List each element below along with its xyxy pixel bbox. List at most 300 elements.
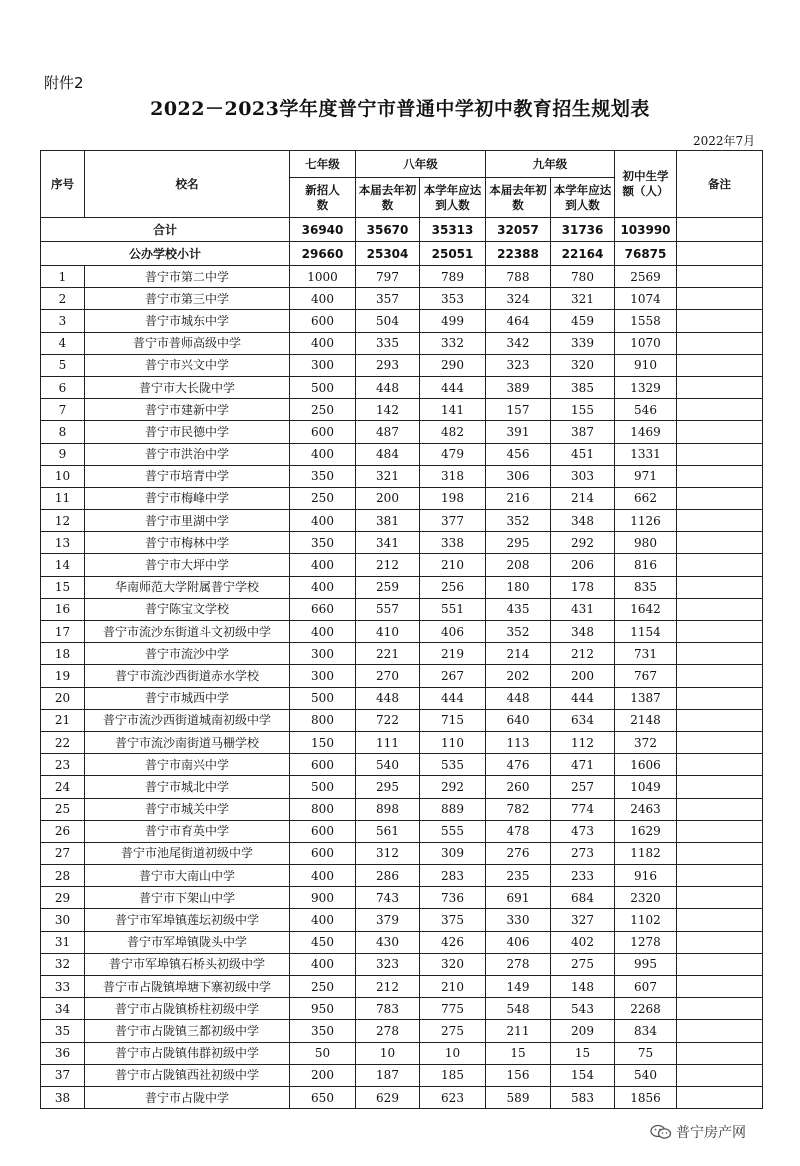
cell-g8b: 256 — [420, 576, 486, 598]
cell-total: 1102 — [615, 909, 677, 931]
cell-g9b: 321 — [551, 288, 615, 310]
cell-no: 33 — [41, 976, 85, 998]
cell-no: 15 — [41, 576, 85, 598]
cell-g8b: 479 — [420, 443, 486, 465]
cell-remark — [677, 354, 763, 376]
cell-remark — [677, 487, 763, 509]
cell-remark — [677, 842, 763, 864]
public-subtotal-cell: 25051 — [420, 242, 486, 266]
document-date: 2022年7月 — [693, 134, 756, 148]
cell-g9b: 275 — [551, 953, 615, 975]
cell-g8b: 309 — [420, 842, 486, 864]
header-grade8: 八年级 — [356, 151, 486, 178]
cell-g9a: 216 — [486, 487, 551, 509]
cell-name: 普宁市占陇镇埠塘下寨初级中学 — [85, 976, 290, 998]
cell-total: 372 — [615, 731, 677, 753]
table-row — [41, 332, 763, 354]
cell-name: 普宁市建新中学 — [85, 399, 290, 421]
total-remark — [677, 218, 763, 242]
enrollment-plan-table — [40, 150, 763, 1109]
cell-name: 普宁市育英中学 — [85, 820, 290, 842]
header-g7-new: 新招人数 — [290, 178, 356, 218]
cell-no: 34 — [41, 998, 85, 1020]
cell-g9a: 202 — [486, 665, 551, 687]
cell-g7: 500 — [290, 376, 356, 398]
cell-remark — [677, 665, 763, 687]
cell-g7: 250 — [290, 399, 356, 421]
cell-name: 普宁市第三中学 — [85, 288, 290, 310]
cell-g9b: 257 — [551, 776, 615, 798]
cell-total: 980 — [615, 532, 677, 554]
cell-g8a: 487 — [356, 421, 420, 443]
cell-g8a: 200 — [356, 487, 420, 509]
cell-g8a: 341 — [356, 532, 420, 554]
cell-remark — [677, 621, 763, 643]
cell-g9a: 157 — [486, 399, 551, 421]
cell-total: 75 — [615, 1042, 677, 1064]
cell-no: 31 — [41, 931, 85, 953]
cell-remark — [677, 887, 763, 909]
cell-no: 24 — [41, 776, 85, 798]
total-cell: 36940 — [290, 218, 356, 242]
cell-g8b: 444 — [420, 376, 486, 398]
cell-g9a: 306 — [486, 465, 551, 487]
cell-g9b: 431 — [551, 598, 615, 620]
cell-g8a: 381 — [356, 510, 420, 532]
cell-g8a: 357 — [356, 288, 420, 310]
cell-remark — [677, 953, 763, 975]
cell-g8a: 278 — [356, 1020, 420, 1042]
cell-g8b: 406 — [420, 621, 486, 643]
cell-g8b: 338 — [420, 532, 486, 554]
cell-g9b: 459 — [551, 310, 615, 332]
table-row — [41, 1020, 763, 1042]
cell-g9a: 478 — [486, 820, 551, 842]
cell-no: 38 — [41, 1086, 85, 1108]
cell-g8a: 379 — [356, 909, 420, 931]
cell-g9b: 15 — [551, 1042, 615, 1064]
header-grade7: 七年级 — [290, 151, 356, 178]
cell-remark — [677, 532, 763, 554]
table-row — [41, 532, 763, 554]
total-row — [41, 218, 763, 242]
cell-g8a: 270 — [356, 665, 420, 687]
cell-total: 546 — [615, 399, 677, 421]
cell-g9a: 15 — [486, 1042, 551, 1064]
public-subtotal-cell: 76875 — [615, 242, 677, 266]
cell-g9a: 435 — [486, 598, 551, 620]
cell-total: 1278 — [615, 931, 677, 953]
cell-g8b: 283 — [420, 865, 486, 887]
cell-total: 1558 — [615, 310, 677, 332]
cell-g8b: 623 — [420, 1086, 486, 1108]
cell-name: 普宁市城关中学 — [85, 798, 290, 820]
public-subtotal-cell: 25304 — [356, 242, 420, 266]
cell-g9b: 583 — [551, 1086, 615, 1108]
cell-name: 普宁市民德中学 — [85, 421, 290, 443]
cell-remark — [677, 709, 763, 731]
cell-name: 普宁市流沙中学 — [85, 643, 290, 665]
header-g9-now: 本学年应达到人数 — [551, 178, 615, 218]
cell-g8b: 551 — [420, 598, 486, 620]
cell-name: 普宁市占陇镇伟群初级中学 — [85, 1042, 290, 1064]
cell-remark — [677, 643, 763, 665]
cell-g9b: 402 — [551, 931, 615, 953]
header-remark: 备注 — [677, 151, 763, 218]
cell-g8b: 555 — [420, 820, 486, 842]
cell-no: 16 — [41, 598, 85, 620]
cell-remark — [677, 399, 763, 421]
cell-g7: 350 — [290, 465, 356, 487]
cell-g9a: 208 — [486, 554, 551, 576]
cell-total: 1154 — [615, 621, 677, 643]
cell-no: 35 — [41, 1020, 85, 1042]
cell-g9b: 155 — [551, 399, 615, 421]
cell-g9b: 387 — [551, 421, 615, 443]
watermark — [650, 1122, 746, 1142]
cell-name: 普宁市军埠镇陇头中学 — [85, 931, 290, 953]
cell-g8b: 267 — [420, 665, 486, 687]
cell-g8a: 295 — [356, 776, 420, 798]
table-row — [41, 399, 763, 421]
public-subtotal-label: 公办学校小计 — [41, 242, 290, 266]
cell-total: 995 — [615, 953, 677, 975]
cell-total: 1070 — [615, 332, 677, 354]
cell-name: 普宁市大长陇中学 — [85, 376, 290, 398]
cell-total: 1126 — [615, 510, 677, 532]
cell-g8b: 290 — [420, 354, 486, 376]
cell-remark — [677, 1086, 763, 1108]
cell-g8b: 775 — [420, 998, 486, 1020]
cell-g8b: 535 — [420, 754, 486, 776]
cell-total: 1642 — [615, 598, 677, 620]
table-row — [41, 288, 763, 310]
watermark-text: 普宁房产网 — [676, 1125, 746, 1141]
cell-g7: 300 — [290, 665, 356, 687]
cell-g9a: 235 — [486, 865, 551, 887]
cell-g9a: 276 — [486, 842, 551, 864]
table-row — [41, 354, 763, 376]
cell-total: 540 — [615, 1064, 677, 1086]
cell-g9b: 780 — [551, 266, 615, 288]
cell-no: 29 — [41, 887, 85, 909]
header-g9-last: 本届去年初数 — [486, 178, 551, 218]
cell-g7: 400 — [290, 554, 356, 576]
public-subtotal-remark — [677, 242, 763, 266]
cell-g9b: 303 — [551, 465, 615, 487]
cell-total: 2148 — [615, 709, 677, 731]
cell-no: 3 — [41, 310, 85, 332]
cell-g8a: 743 — [356, 887, 420, 909]
cell-g9b: 292 — [551, 532, 615, 554]
cell-total: 2320 — [615, 887, 677, 909]
cell-g9b: 273 — [551, 842, 615, 864]
cell-no: 14 — [41, 554, 85, 576]
cell-g9a: 391 — [486, 421, 551, 443]
cell-total: 971 — [615, 465, 677, 487]
cell-g9a: 342 — [486, 332, 551, 354]
cell-name: 华南师范大学附属普宁学校 — [85, 576, 290, 598]
cell-g9b: 634 — [551, 709, 615, 731]
cell-no: 18 — [41, 643, 85, 665]
cell-g8b: 275 — [420, 1020, 486, 1042]
cell-remark — [677, 332, 763, 354]
cell-remark — [677, 798, 763, 820]
header-seq: 序号 — [41, 151, 85, 218]
cell-remark — [677, 510, 763, 532]
cell-g8b: 110 — [420, 731, 486, 753]
cell-g9b: 471 — [551, 754, 615, 776]
cell-g9a: 456 — [486, 443, 551, 465]
cell-g9b: 339 — [551, 332, 615, 354]
cell-g8b: 219 — [420, 643, 486, 665]
cell-g8b: 789 — [420, 266, 486, 288]
cell-remark — [677, 731, 763, 753]
cell-remark — [677, 976, 763, 998]
cell-g8b: 210 — [420, 554, 486, 576]
cell-no: 5 — [41, 354, 85, 376]
cell-g7: 400 — [290, 909, 356, 931]
table-row — [41, 953, 763, 975]
cell-g9a: 476 — [486, 754, 551, 776]
cell-remark — [677, 909, 763, 931]
cell-g7: 800 — [290, 709, 356, 731]
cell-g9a: 330 — [486, 909, 551, 931]
cell-remark — [677, 1064, 763, 1086]
cell-g9a: 782 — [486, 798, 551, 820]
cell-name: 普宁市占陇镇三都初级中学 — [85, 1020, 290, 1042]
cell-name: 普宁市占陇中学 — [85, 1086, 290, 1108]
cell-g9b: 320 — [551, 354, 615, 376]
cell-total: 731 — [615, 643, 677, 665]
cell-g9a: 149 — [486, 976, 551, 998]
cell-g9b: 327 — [551, 909, 615, 931]
cell-g7: 400 — [290, 865, 356, 887]
cell-no: 17 — [41, 621, 85, 643]
cell-g9a: 180 — [486, 576, 551, 598]
cell-g9b: 206 — [551, 554, 615, 576]
cell-name: 普宁市梅峰中学 — [85, 487, 290, 509]
cell-name: 普宁市大南山中学 — [85, 865, 290, 887]
cell-total: 607 — [615, 976, 677, 998]
cell-name: 普宁陈宝文学校 — [85, 598, 290, 620]
cell-g7: 400 — [290, 621, 356, 643]
cell-total: 910 — [615, 354, 677, 376]
header-g8-now: 本学年应达到人数 — [420, 178, 486, 218]
cell-no: 30 — [41, 909, 85, 931]
table-row — [41, 976, 763, 998]
cell-total: 1387 — [615, 687, 677, 709]
cell-no: 37 — [41, 1064, 85, 1086]
table-body — [41, 218, 763, 1109]
cell-g9a: 323 — [486, 354, 551, 376]
cell-remark — [677, 865, 763, 887]
cell-g8a: 335 — [356, 332, 420, 354]
cell-remark — [677, 421, 763, 443]
cell-g8b: 375 — [420, 909, 486, 931]
total-cell: 31736 — [551, 218, 615, 242]
table-row — [41, 443, 763, 465]
cell-remark — [677, 443, 763, 465]
cell-g9a: 352 — [486, 621, 551, 643]
cell-no: 22 — [41, 731, 85, 753]
cell-total: 916 — [615, 865, 677, 887]
cell-g8b: 292 — [420, 776, 486, 798]
cell-g9b: 348 — [551, 621, 615, 643]
cell-remark — [677, 998, 763, 1020]
cell-g9a: 278 — [486, 953, 551, 975]
cell-g7: 400 — [290, 332, 356, 354]
public-subtotal-cell: 22164 — [551, 242, 615, 266]
cell-name: 普宁市培青中学 — [85, 465, 290, 487]
cell-no: 21 — [41, 709, 85, 731]
cell-g7: 350 — [290, 1020, 356, 1042]
cell-g8a: 898 — [356, 798, 420, 820]
cell-no: 25 — [41, 798, 85, 820]
cell-no: 11 — [41, 487, 85, 509]
cell-g8a: 410 — [356, 621, 420, 643]
cell-g9b: 154 — [551, 1064, 615, 1086]
cell-g9b: 385 — [551, 376, 615, 398]
cell-g8a: 629 — [356, 1086, 420, 1108]
cell-g9a: 448 — [486, 687, 551, 709]
cell-g8b: 198 — [420, 487, 486, 509]
cell-no: 7 — [41, 399, 85, 421]
cell-g9b: 774 — [551, 798, 615, 820]
table-row — [41, 465, 763, 487]
table-row — [41, 798, 763, 820]
cell-remark — [677, 776, 763, 798]
cell-g8b: 377 — [420, 510, 486, 532]
cell-total: 816 — [615, 554, 677, 576]
public-subtotal-cell: 22388 — [486, 242, 551, 266]
cell-g8a: 484 — [356, 443, 420, 465]
cell-g8b: 444 — [420, 687, 486, 709]
cell-remark — [677, 820, 763, 842]
cell-g9a: 640 — [486, 709, 551, 731]
cell-name: 普宁市城北中学 — [85, 776, 290, 798]
cell-name: 普宁市流沙东街道斗文初级中学 — [85, 621, 290, 643]
table-row — [41, 731, 763, 753]
cell-g7: 400 — [290, 953, 356, 975]
cell-g7: 400 — [290, 510, 356, 532]
cell-g8b: 210 — [420, 976, 486, 998]
cell-g9b: 543 — [551, 998, 615, 1020]
cell-g9b: 148 — [551, 976, 615, 998]
cell-g8a: 212 — [356, 554, 420, 576]
total-cell: 103990 — [615, 218, 677, 242]
cell-g7: 450 — [290, 931, 356, 953]
table-row — [41, 266, 763, 288]
cell-g8a: 430 — [356, 931, 420, 953]
cell-total: 2463 — [615, 798, 677, 820]
cell-no: 12 — [41, 510, 85, 532]
table-row — [41, 1086, 763, 1108]
cell-g7: 350 — [290, 532, 356, 554]
table-row — [41, 776, 763, 798]
cell-g7: 800 — [290, 798, 356, 820]
cell-g9a: 691 — [486, 887, 551, 909]
cell-name: 普宁市下架山中学 — [85, 887, 290, 909]
table-row — [41, 643, 763, 665]
cell-g8a: 323 — [356, 953, 420, 975]
cell-g8a: 10 — [356, 1042, 420, 1064]
cell-remark — [677, 576, 763, 598]
cell-name: 普宁市第二中学 — [85, 266, 290, 288]
cell-g7: 950 — [290, 998, 356, 1020]
header-total: 初中生学额（人） — [615, 151, 677, 218]
cell-remark — [677, 931, 763, 953]
cell-g8a: 561 — [356, 820, 420, 842]
cell-no: 23 — [41, 754, 85, 776]
cell-g9a: 589 — [486, 1086, 551, 1108]
cell-g9a: 352 — [486, 510, 551, 532]
cell-no: 1 — [41, 266, 85, 288]
cell-g9b: 451 — [551, 443, 615, 465]
cell-g8b: 332 — [420, 332, 486, 354]
cell-g8a: 797 — [356, 266, 420, 288]
table-row — [41, 510, 763, 532]
cell-total: 2569 — [615, 266, 677, 288]
cell-g9a: 295 — [486, 532, 551, 554]
cell-g9b: 200 — [551, 665, 615, 687]
table-row — [41, 554, 763, 576]
cell-g7: 400 — [290, 288, 356, 310]
cell-g8a: 448 — [356, 687, 420, 709]
cell-g9a: 464 — [486, 310, 551, 332]
table-row — [41, 865, 763, 887]
table-row — [41, 887, 763, 909]
cell-g8a: 212 — [356, 976, 420, 998]
cell-g9a: 548 — [486, 998, 551, 1020]
cell-name: 普宁市里湖中学 — [85, 510, 290, 532]
cell-remark — [677, 288, 763, 310]
cell-no: 9 — [41, 443, 85, 465]
cell-g9b: 112 — [551, 731, 615, 753]
cell-g9b: 473 — [551, 820, 615, 842]
table-row — [41, 1042, 763, 1064]
cell-g9b: 233 — [551, 865, 615, 887]
total-label: 合计 — [41, 218, 290, 242]
cell-name: 普宁市兴文中学 — [85, 354, 290, 376]
cell-total: 1074 — [615, 288, 677, 310]
cell-name: 普宁市城东中学 — [85, 310, 290, 332]
cell-name: 普宁市流沙西街道赤水学校 — [85, 665, 290, 687]
table-row — [41, 487, 763, 509]
cell-no: 8 — [41, 421, 85, 443]
cell-g7: 500 — [290, 687, 356, 709]
cell-g7: 400 — [290, 576, 356, 598]
table-row — [41, 820, 763, 842]
cell-g8a: 722 — [356, 709, 420, 731]
cell-g8b: 499 — [420, 310, 486, 332]
cell-remark — [677, 554, 763, 576]
cell-total: 834 — [615, 1020, 677, 1042]
cell-g7: 600 — [290, 310, 356, 332]
cell-g9a: 389 — [486, 376, 551, 398]
cell-g9b: 178 — [551, 576, 615, 598]
cell-g9b: 684 — [551, 887, 615, 909]
cell-g7: 650 — [290, 1086, 356, 1108]
cell-g8a: 286 — [356, 865, 420, 887]
cell-g8a: 783 — [356, 998, 420, 1020]
cell-name: 普宁市洪治中学 — [85, 443, 290, 465]
cell-g9a: 406 — [486, 931, 551, 953]
cell-g7: 600 — [290, 842, 356, 864]
cell-g7: 250 — [290, 976, 356, 998]
cell-g9a: 211 — [486, 1020, 551, 1042]
cell-g9a: 324 — [486, 288, 551, 310]
